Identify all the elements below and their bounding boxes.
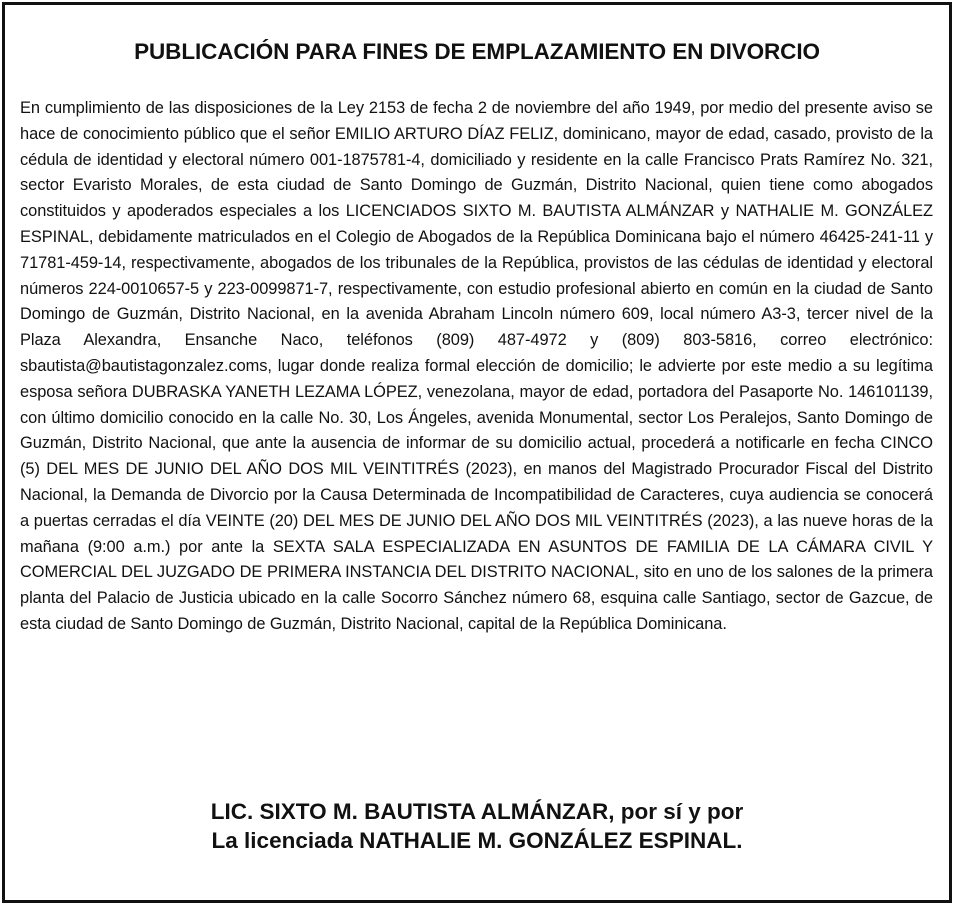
notice-frame xyxy=(2,2,952,903)
notice-title: PUBLICACIÓN PARA FINES DE EMPLAZAMIENTO EN DIVORCIO xyxy=(134,39,820,64)
signature-line-2: La licenciada NATHALIE M. GONZÁLEZ ESPINAL. xyxy=(211,828,743,853)
signature-block xyxy=(5,797,949,855)
notice-body: En cumplimiento de las disposiciones de la Ley 2153 de fecha 2 de noviembre del año 1949, por medio del presente aviso se hace de conocimiento público que el señor EMILIO ARTURO DÍAZ FELIZ, dominicano, mayor de edad, casado, provisto de la cédula de identidad y electoral número 001-1875781-4, domiciliado y residente en la calle Francisco Prats Ramírez No. 321, sector Evaristo Morales, de esta ciudad de Santo Domingo de Guzmán, Distrito Nacional, quien tiene como abogados constituidos y apoderados especiales a los LICENCIADOS SIXTO M. BAUTISTA ALMÁNZAR y NATHALIE M. GONZÁLEZ ESPINAL, debidamente matriculados en el Colegio de Abogados de la República Dominicana bajo el número 46425-241-11 y 71781-459-14, respectivamente, abogados de los tribunales de la República, provistos de las cédulas de identidad y electoral números 224-0010657-5 y 223-0099871-7, respectivamente, con estudio profesional abierto en común en la ciudad de Santo Domingo de Guzmán, Distrito Nacional, en la avenida Abraham Lincoln número 609, local número A3-3, tercer nivel de la Plaza Alexandra, Ensanche Naco, teléfonos (809) 487-4972 y (809) 803-5816, correo electrónico: sbautista@bautistagonzalez.coms, lugar donde realiza formal elección de domicilio; le advierte por este medio a su legítima esposa señora DUBRASKA YANETH LEZAMA LÓPEZ, venezolana, mayor de edad, portadora del Pasaporte No. 146101139, con último domicilio conocido en la calle No. 30, Los Ángeles, avenida Monumental, sector Los Peralejos, Santo Domingo de Guzmán, Distrito Nacional, que ante la ausencia de informar de su domicilio actual, procederá a notificarle en fecha CINCO (5) DEL MES DE JUNIO DEL AÑO DOS MIL VEINTITRÉS (2023), en manos del Magistrado Procurador Fiscal del Distrito Nacional, la Demanda de Divorcio por la Causa Determinada de Incompatibilidad de Caracteres, cuya audiencia se conocerá a puertas cerradas el día VEINTE (20) DEL MES DE JUNIO DEL AÑO DOS MIL VEINTITRÉS (2023), a las nueve horas de la mañana (9:00 a.m.) por ante la SEXTA SALA ESPECIALIZADA EN ASUNTOS DE FAMILIA DE LA CÁMARA CIVIL Y COMERCIAL DEL JUZGADO DE PRIMERA INSTANCIA DEL DISTRITO NACIONAL, sito en uno de los salones de la primera planta del Palacio de Justicia ubicado en la calle Socorro Sánchez número 68, esquina calle Santiago, sector de Gazcue, de esta ciudad de Santo Domingo de Guzmán, Distrito Nacional, capital de la República Dominicana. xyxy=(20,99,933,633)
signature-line-1: LIC. SIXTO M. BAUTISTA ALMÁNZAR, por sí y por xyxy=(210,799,744,824)
